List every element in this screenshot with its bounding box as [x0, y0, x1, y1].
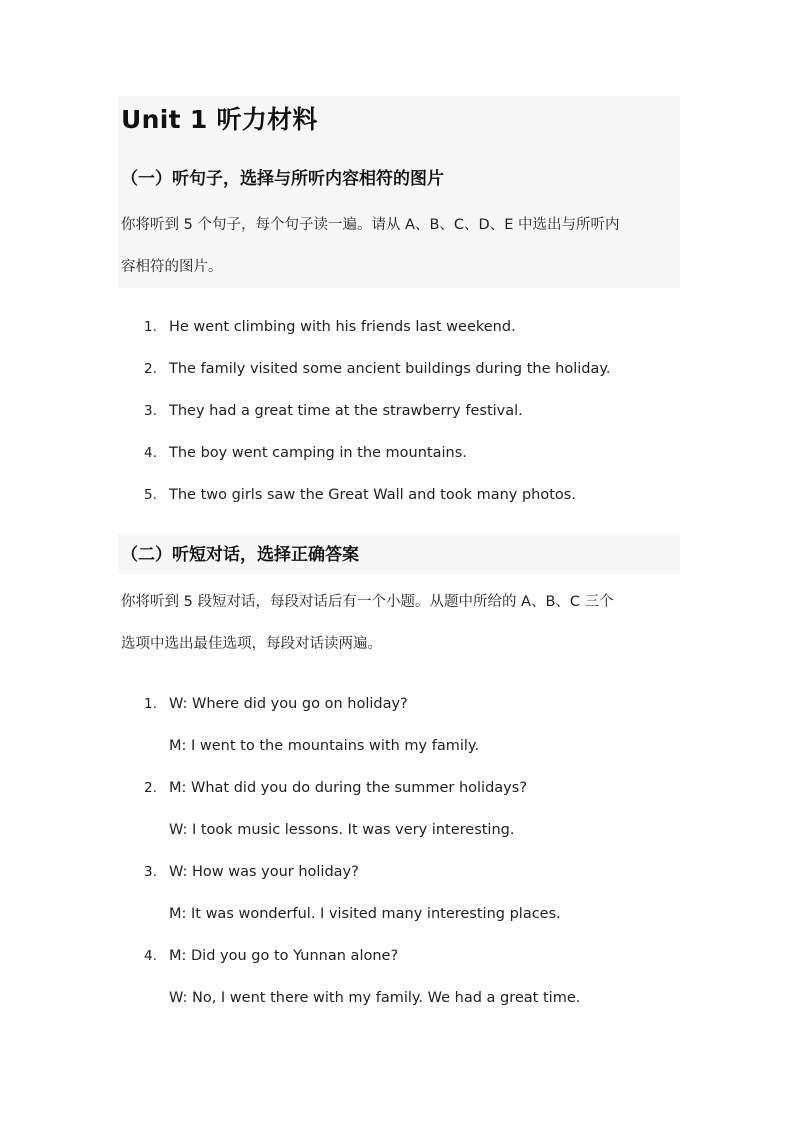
item-number: 2.	[144, 780, 157, 796]
section1-heading: （一）听句子，选择与所听内容相符的图片	[121, 169, 444, 189]
item-number: 1.	[144, 696, 157, 712]
dialogue-line: M: It was wonderful. I visited many interesting places.	[169, 906, 561, 922]
dialogue-line: M: What did you do during the summer holidays?	[169, 780, 528, 796]
dialogue-response	[0, 899, 700, 929]
list-item	[0, 396, 700, 426]
item-text: He went climbing with his friends last weekend.	[169, 319, 516, 335]
section2-heading: （二）听短对话，选择正确答案	[121, 545, 359, 565]
document-title: Unit 1 听力材料	[121, 105, 318, 134]
dialogue-item	[0, 689, 700, 719]
item-number: 3.	[144, 864, 157, 880]
item-number: 2.	[144, 361, 157, 377]
item-text: The family visited some ancient buildings during the holiday.	[169, 361, 611, 377]
item-number: 4.	[144, 445, 157, 461]
item-text: They had a great time at the strawberry festival.	[169, 403, 523, 419]
section1-instruction-line1: 你将听到 5 个句子，每个句子读一遍。请从 A、B、C、D、E 中选出与所听内	[121, 217, 620, 233]
list-item	[0, 354, 700, 384]
section2-instruction-line2: 选项中选出最佳选项，每段对话读两遍。	[121, 636, 382, 652]
dialogue-line: W: How was your holiday?	[169, 864, 359, 880]
dialogue-item	[0, 941, 700, 971]
dialogue-line: M: I went to the mountains with my family.	[169, 738, 480, 754]
list-item	[0, 438, 700, 468]
dialogue-response	[0, 983, 700, 1013]
dialogue-item	[0, 773, 700, 803]
item-number: 5.	[144, 487, 157, 503]
item-text: The two girls saw the Great Wall and took many photos.	[169, 487, 576, 503]
section1-instruction-line2: 容相符的图片。	[121, 259, 223, 275]
dialogue-line: W: Where did you go on holiday?	[169, 696, 408, 712]
item-number: 1.	[144, 319, 157, 335]
dialogue-line: W: I took music lessons. It was very interesting.	[169, 822, 515, 838]
item-text: The boy went camping in the mountains.	[169, 445, 467, 461]
item-number: 4.	[144, 948, 157, 964]
list-item	[0, 312, 700, 342]
dialogue-line: M: Did you go to Yunnan alone?	[169, 948, 399, 964]
list-item	[0, 480, 700, 510]
dialogue-line: W: No, I went there with my family. We had a great time.	[169, 990, 581, 1006]
dialogue-response	[0, 815, 700, 845]
item-number: 3.	[144, 403, 157, 419]
section2-instruction-line1: 你将听到 5 段短对话，每段对话后有一个小题。从题中所给的 A、B、C 三个	[121, 594, 614, 610]
dialogue-response	[0, 731, 700, 761]
dialogue-item	[0, 857, 700, 887]
